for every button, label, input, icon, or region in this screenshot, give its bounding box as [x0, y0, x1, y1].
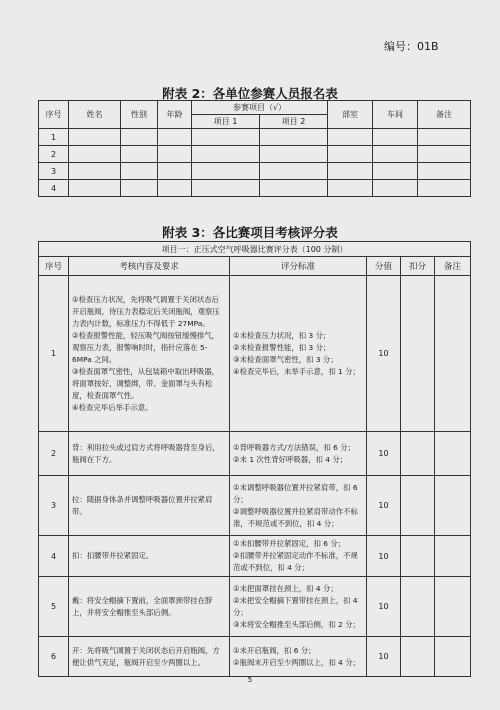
score-value: 10: [367, 476, 401, 536]
header-project: 参赛项目（√）: [192, 101, 328, 115]
row-number: 2: [39, 432, 69, 476]
scoring-standard: ①未开启瓶阀，扣 6 分； ②瓶阀未开启至少两圈以上，扣 4 分；: [230, 637, 367, 677]
assessment-content: 拉：随据身体条并调整呼吸器位置并拉紧肩带。: [69, 476, 230, 536]
assessment-content: 开：先将吸气调置于关闭状态后开启瓶阀，方便让供气充足，瓶阀开启至少两圈以上。: [69, 637, 230, 677]
assessment-content: 背：利用拉头或过肩方式将呼吸器背至身后，瓶阀在下方。: [69, 432, 230, 476]
scoring-standard: ①背呼吸器方式/方法错误，扣 6 分； ②未 1 次性背好呼吸器，扣 4 分；: [230, 432, 367, 476]
table-row: [39, 180, 471, 197]
header-remarks: 备注: [418, 101, 471, 129]
row-number: 1: [39, 129, 69, 146]
header-seq: 序号: [39, 257, 69, 276]
appendix2-title: 附表 2：各单位参赛人员报名表: [162, 86, 338, 101]
row-number: 1: [39, 276, 69, 432]
assessment-content: 戴：将安全帽摘下置前，全面罩颈带挂在脖上，并将安全帽推至头部后侧。: [69, 577, 230, 637]
header-workshop: 车间: [373, 101, 418, 129]
table-row: [39, 536, 471, 577]
row-number: 2: [39, 146, 69, 163]
score-value: 10: [367, 577, 401, 637]
row-number: 3: [39, 476, 69, 536]
document-number: 编号：01B: [384, 40, 439, 53]
header-project-1: 项目 1: [192, 115, 260, 129]
header-deduction: 扣分: [401, 257, 435, 276]
header-age: 年龄: [158, 101, 192, 129]
table-row: [39, 276, 471, 432]
scoring-standard: ①未检查压力状况，扣 3 分； ②未检查报警性能，扣 3 分； ③未检查面罩气密性，扣 3 分； ④检查完毕后，未举手示意，扣 1 分；: [230, 276, 367, 432]
score-value: 10: [367, 637, 401, 677]
table-row: [39, 432, 471, 476]
project-title: 项目一：正压式空气呼吸器比赛评分表（100 分制）: [39, 242, 471, 257]
score-value: 10: [367, 276, 401, 432]
header-department: 部室: [328, 101, 373, 129]
header-project-2: 项目 2: [260, 115, 328, 129]
score-value: 10: [367, 432, 401, 476]
row-number: 5: [39, 577, 69, 637]
table-row: [39, 476, 471, 536]
scoring-standard: ①未把面罩挂在颈上，扣 4 分； ②未把安全帽摘下置带挂在颈上，扣 4 分； ③未将安全帽推至头部后侧，扣 2 分；: [230, 577, 367, 637]
header-gender: 性别: [121, 101, 158, 129]
table-row: [39, 146, 471, 163]
header-remarks: 备注: [435, 257, 471, 276]
row-number: 6: [39, 637, 69, 677]
assessment-content: ①检查压力状况，先将吸气调置于关闭状态后开启瓶阀，待压力表稳定后关闭瓶阀，观察压力表内计数，标准压力不得低于 27MPa。 ②检查报警性能，轻压吸气阀按钮缓慢排气，观察压力表，报警响时时，指针应落在 5-6MPa 之间。 ③检查面罩气密性，从包装箱中取出呼吸器，将面罩按好，调整绑，带、金面罩与头有松度，检查面罩气性。 ④检查完毕后举手示意。: [69, 276, 230, 432]
header-standard: 评分标准: [230, 257, 367, 276]
table-row: [39, 129, 471, 146]
header-seq: 序号: [39, 101, 69, 129]
table-row: [39, 637, 471, 677]
table-row: [39, 163, 471, 180]
score-value: 10: [367, 536, 401, 577]
header-name: 姓名: [69, 101, 121, 129]
header-score: 分值: [367, 257, 401, 276]
table-row: [39, 577, 471, 637]
header-content: 考核内容及要求: [69, 257, 230, 276]
row-number: 4: [39, 180, 69, 197]
appendix3-title: 附表 3：各比赛项目考核评分表: [162, 225, 338, 240]
assessment-content: 扣：扣腰带并拉紧固定。: [69, 536, 230, 577]
row-number: 3: [39, 163, 69, 180]
registration-table: [38, 100, 471, 197]
scoring-standard: ①未扣腰带并拉紧固定，扣 6 分； ②扣腰带并拉紧固定动作不标准，不规范或不到位，扣 4 分；: [230, 536, 367, 577]
scoring-standard: ①未调整呼吸器位置并拉紧肩带，扣 6 分； ②调整呼吸器位置并拉紧肩带动作不标准，不规范或不到位，扣 4 分；: [230, 476, 367, 536]
row-number: 4: [39, 536, 69, 577]
scoring-table: [38, 241, 471, 677]
page-number: 5: [247, 676, 253, 684]
